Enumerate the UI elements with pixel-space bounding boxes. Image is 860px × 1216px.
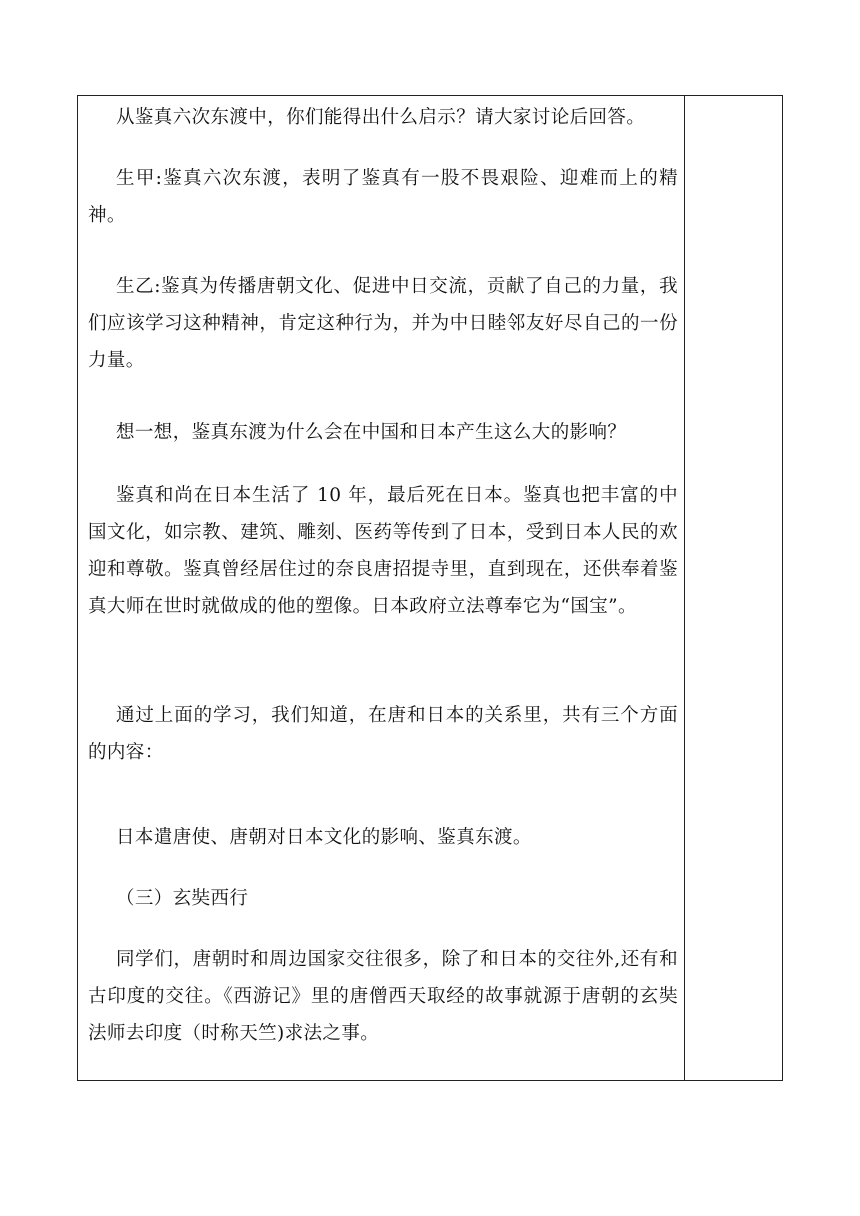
- paragraph-summary-items: 日本遣唐使、唐朝对日本文化的影响、鉴真东渡。: [116, 827, 532, 848]
- notes-cell: [685, 96, 782, 1080]
- paragraph-question-inspiration: 从鉴真六次东渡中，你们能得出什么启示？请大家讨论后回答。: [116, 107, 646, 128]
- paragraph-student-b: 生乙:鉴真为传播唐朝文化、促进中日交流，贡献了自己的力量，我们应该学习这种精神，肯定这种行为，并为中日睦邻友好尽自己的一份力量。: [88, 276, 678, 371]
- paragraph-student-a: 生甲:鉴真六次东渡，表明了鉴真有一股不畏艰险、迎难而上的精神。: [88, 168, 678, 226]
- paragraph-jianzhen-influence: 鉴真和尚在日本生活了 10 年，最后死在日本。鉴真也把丰富的中国文化，如宗教、建筑、雕刻、医药等传到了日本，受到日本人民的欢迎和尊敬。鉴真曾经居住过的奈良唐招提寺里，直到现在，还供奉着鉴真大师在世时就做成的他的塑像。日本政府立法尊奉它为“国宝”。: [88, 485, 678, 617]
- section-heading-xuanzang: （三）玄奘西行: [116, 888, 249, 909]
- lesson-table: [77, 95, 783, 1081]
- paragraph-xuanzang-intro: 同学们，唐朝时和周边国家交往很多，除了和日本的交往外,还有和古印度的交往。《西游记》里的唐僧西天取经的故事就源于唐朝的玄奘法师去印度（时称天竺)求法之事。: [88, 949, 678, 1044]
- paragraph-summary-intro: 通过上面的学习，我们知道，在唐和日本的关系里，共有三个方面的内容：: [88, 705, 678, 763]
- paragraph-think-question: 想一想，鉴真东渡为什么会在中国和日本产生这么大的影响？: [116, 422, 627, 443]
